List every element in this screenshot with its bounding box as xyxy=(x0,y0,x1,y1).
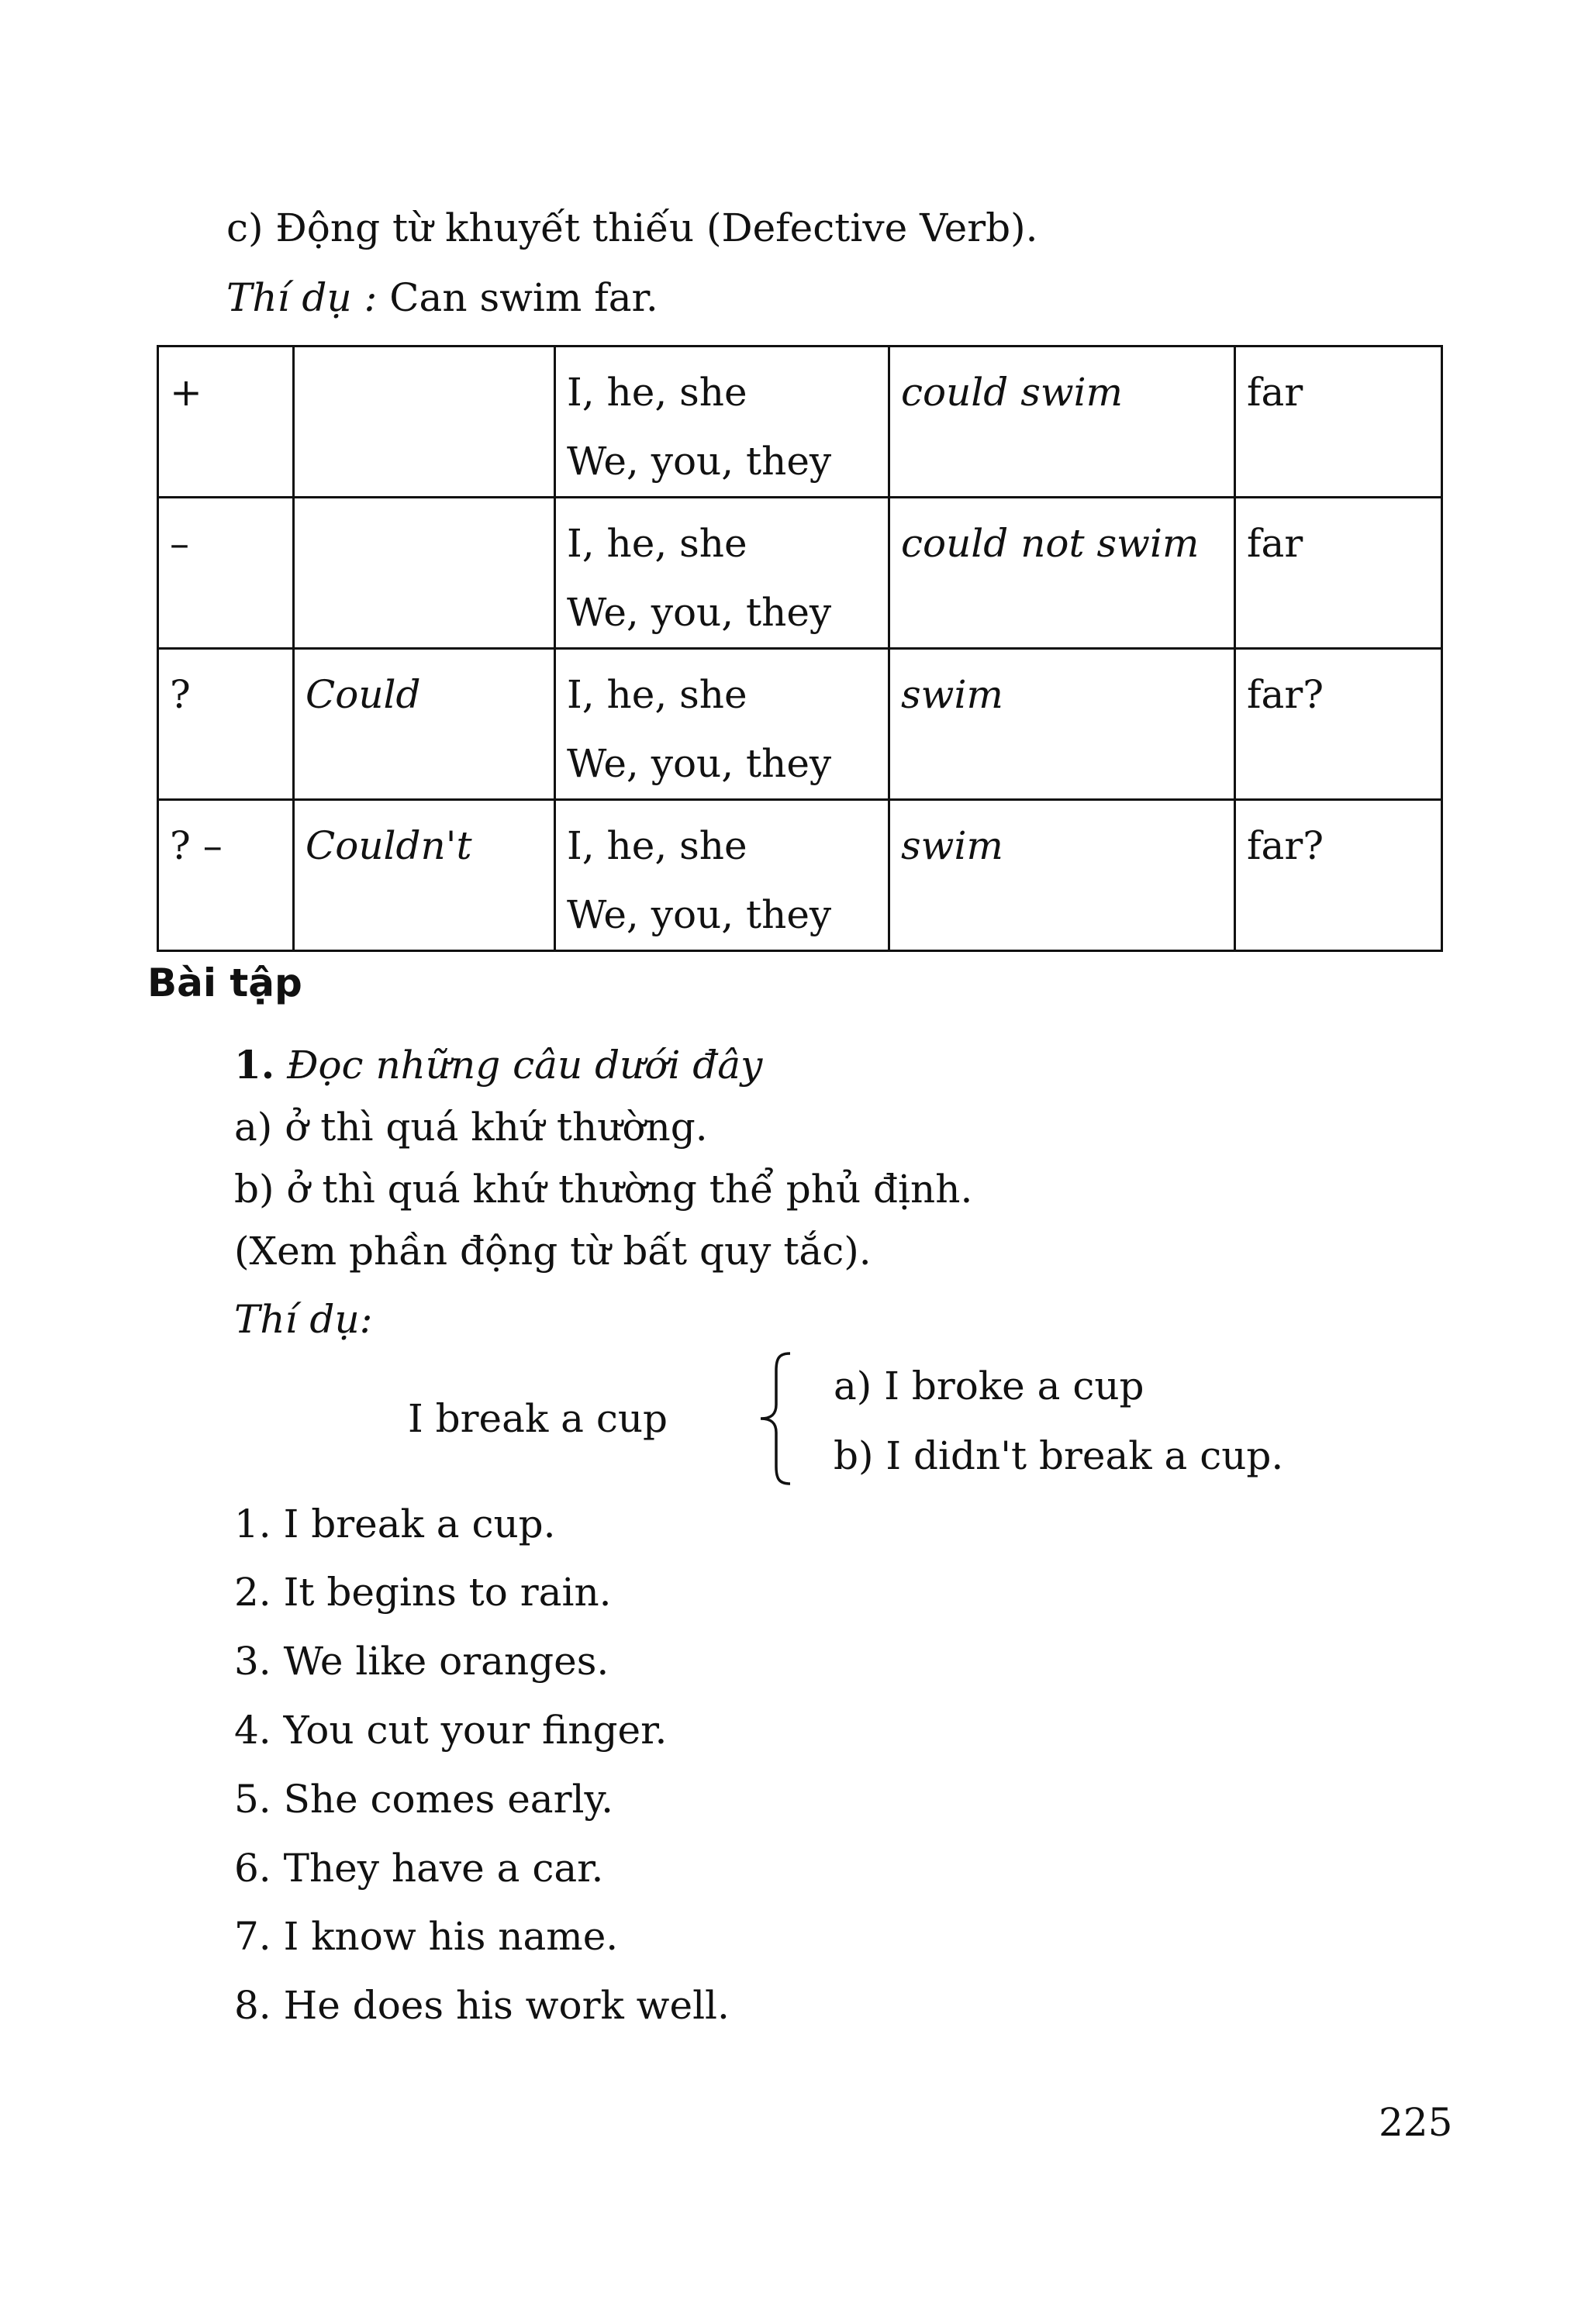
exercise-title: Bài tập xyxy=(147,960,302,1005)
exercise-item: 7. I know his name. xyxy=(234,1914,619,1959)
example-answer-b: b) I didn't break a cup. xyxy=(834,1433,1284,1478)
subject-cell xyxy=(555,498,889,649)
table-row xyxy=(158,649,1442,800)
sign-cell: + xyxy=(158,347,294,498)
exercise-item: 3. We like oranges. xyxy=(234,1639,609,1684)
exercise-instruction: Đọc những câu dưới đây xyxy=(274,1043,763,1088)
table-row xyxy=(158,800,1442,951)
subject-plural: We, you, they xyxy=(567,439,832,484)
exercise-item: 5. She comes early. xyxy=(234,1777,613,1822)
complement-cell: far? xyxy=(1235,649,1442,800)
subject-singular: I, he, she xyxy=(567,370,747,415)
subject-singular: I, he, she xyxy=(567,672,747,717)
example-base-sentence: I break a cup xyxy=(408,1396,668,1441)
exercise-item: 2. It begins to rain. xyxy=(234,1570,612,1615)
example-label: Thí dụ : xyxy=(226,275,378,320)
exercise-example-label: Thí dụ: xyxy=(234,1297,373,1342)
exercise-item: 8. He does his work well. xyxy=(234,1983,730,2028)
complement-cell: far? xyxy=(1235,800,1442,951)
verb-cell: swim xyxy=(889,800,1235,951)
exercise-part-a: a) ở thì quá khứ thường. xyxy=(234,1105,708,1150)
subject-cell xyxy=(555,347,889,498)
conjugation-table xyxy=(157,345,1443,952)
section-example xyxy=(226,274,658,321)
sign-cell: – xyxy=(158,498,294,649)
verb-cell: could swim xyxy=(889,347,1235,498)
exercise-number: 1. xyxy=(234,1042,275,1088)
table-row xyxy=(158,498,1442,649)
example-text: Can swim far. xyxy=(377,275,658,320)
subject-singular: I, he, she xyxy=(567,521,747,566)
complement-cell: far xyxy=(1235,498,1442,649)
verb-cell: swim xyxy=(889,649,1235,800)
exercise-heading xyxy=(234,1042,762,1088)
subject-plural: We, you, they xyxy=(567,741,832,786)
verb-cell: could not swim xyxy=(889,498,1235,649)
exercise-item: 6. They have a car. xyxy=(234,1846,604,1891)
subject-plural: We, you, they xyxy=(567,892,832,937)
subject-cell xyxy=(555,800,889,951)
exercise-reference: (Xem phần động từ bất quy tắc). xyxy=(234,1229,872,1274)
sign-cell: ? xyxy=(158,649,294,800)
complement-cell: far xyxy=(1235,347,1442,498)
sign-cell: ? – xyxy=(158,800,294,951)
table-row xyxy=(158,347,1442,498)
subject-plural: We, you, they xyxy=(567,590,832,635)
example-answer-a: a) I broke a cup xyxy=(834,1364,1144,1409)
subject-cell xyxy=(555,649,889,800)
section-heading: c) Động từ khuyết thiếu (Defective Verb). xyxy=(226,205,1038,250)
curly-brace-icon xyxy=(756,1349,795,1488)
exercise-item: 1. I break a cup. xyxy=(234,1502,556,1546)
subject-singular: I, he, she xyxy=(567,823,747,868)
auxiliary-cell xyxy=(294,347,555,498)
page-number: 225 xyxy=(1379,2100,1453,2145)
exercise-item: 4. You cut your finger. xyxy=(234,1708,668,1753)
auxiliary-cell: Couldn't xyxy=(294,800,555,951)
auxiliary-cell xyxy=(294,498,555,649)
auxiliary-cell: Could xyxy=(294,649,555,800)
exercise-part-b: b) ở thì quá khứ thường thể phủ định. xyxy=(234,1167,973,1212)
